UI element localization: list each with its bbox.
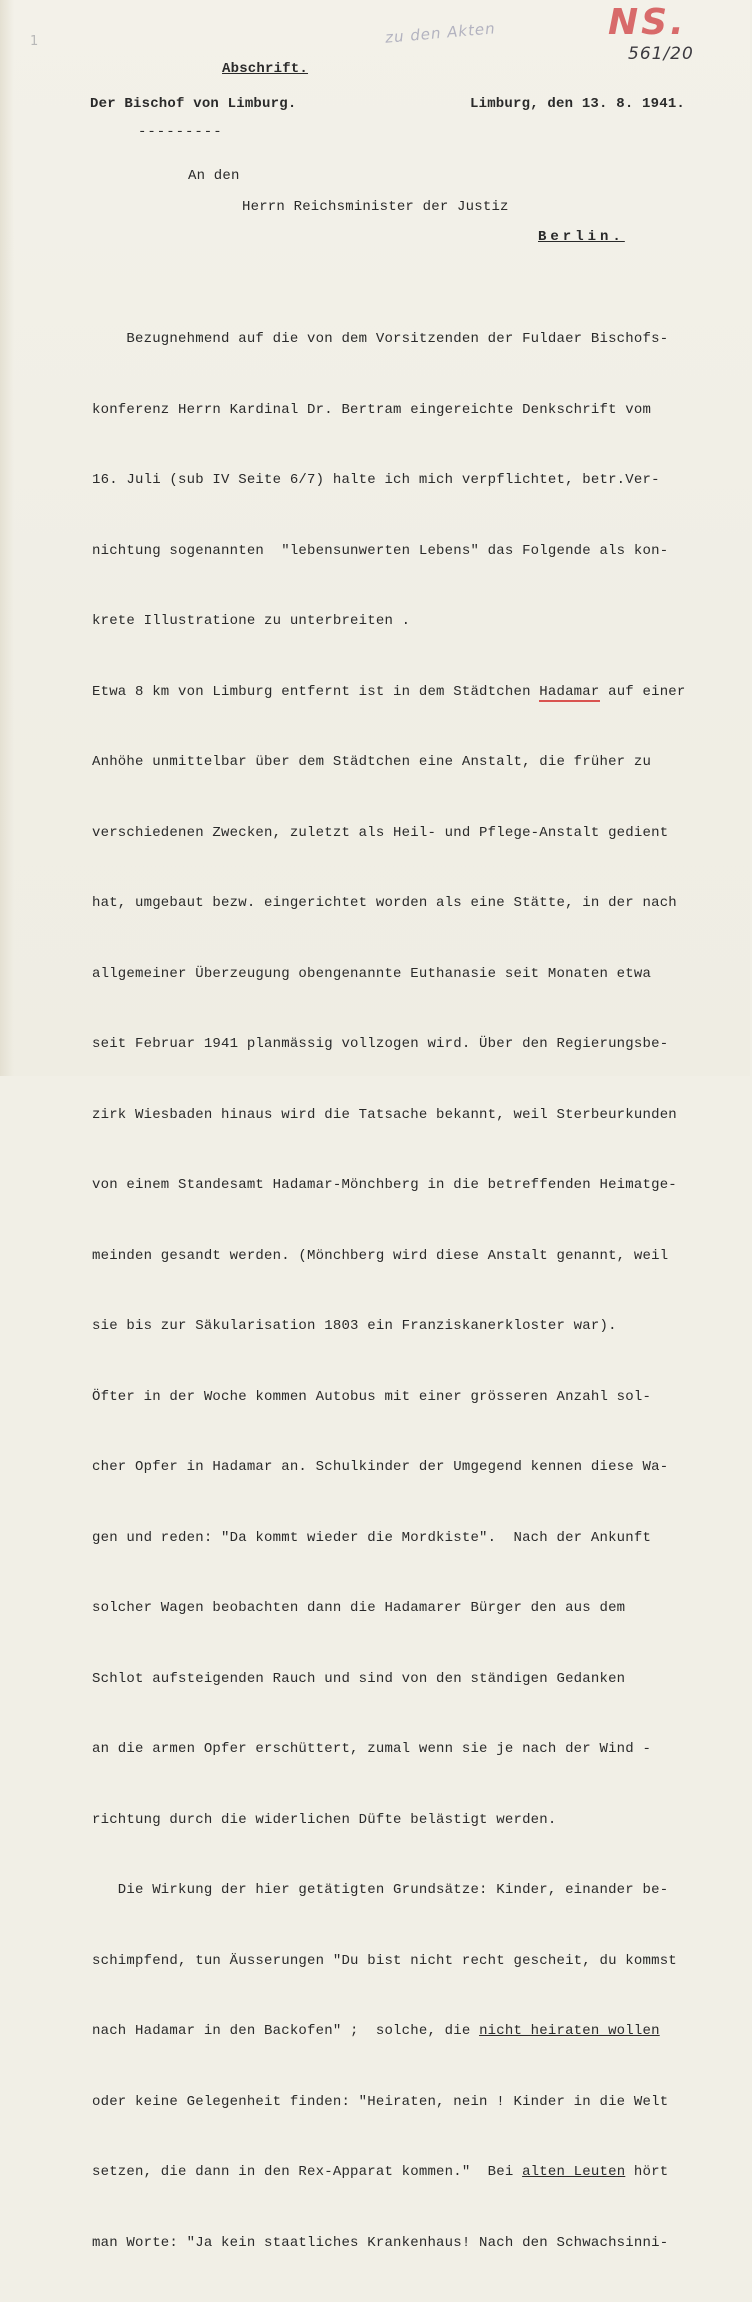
- body-line: richtung durch die widerlichen Düfte belästigt werden.: [92, 1811, 557, 1828]
- body-line: [92, 681, 752, 705]
- body-text: auf einer: [599, 683, 686, 700]
- separator-dashes: ---------: [138, 124, 223, 140]
- body-line: Öfter in der Woche kommen Autobus mit einer grösseren Anzahl sol-: [92, 1388, 652, 1405]
- body-line: gen und reden: "Da kommt wieder die Mordkiste". Nach der Ankunft: [92, 1529, 652, 1546]
- body-line: Anhöhe unmittelbar über dem Städtchen eine Anstalt, die früher zu: [92, 754, 652, 770]
- body-line: 16. Juli (sub IV Seite 6/7) halte ich mich verpflichtet, betr.Ver-: [92, 472, 660, 488]
- paper-edge: [0, 0, 14, 1076]
- red-ns-mark: NS.: [608, 2, 687, 43]
- city-line: Berlin.: [538, 229, 625, 245]
- body-line: hat, umgebaut bezw. eingerichtet worden als eine Stätte, in der nach: [92, 895, 677, 911]
- pencil-note: zu den Akten: [384, 19, 497, 47]
- corner-pencil-mark: 1: [30, 34, 39, 49]
- body-line: oder keine Gelegenheit finden: "Heiraten, nein ! Kinder in die Welt: [92, 2093, 669, 2110]
- body-line: sie bis zur Säkularisation 1803 ein Franziskanerkloster war).: [92, 1318, 617, 1334]
- body-line: Bezugnehmend auf die von dem Vorsitzenden der Fuldaer Bischofs-: [92, 331, 669, 347]
- body-line: cher Opfer in Hadamar an. Schulkinder der Umgegend kennen diese Wa-: [92, 1459, 669, 1475]
- body-line: konferenz Herrn Kardinal Dr. Bertram eingereichte Denkschrift vom: [92, 401, 652, 418]
- body-line: schimpfend, tun Äusserungen "Du bist nicht recht gescheit, du kommst: [92, 1952, 677, 1969]
- body-line: meinden gesandt werden. (Mönchberg wird diese Anstalt genannt, weil: [92, 1247, 669, 1264]
- body-line: man Worte: "Ja kein staatliches Krankenhaus! Nach den Schwachsinni-: [92, 2234, 669, 2251]
- body-line: allgemeiner Überzeugung obengenannte Euthanasie seit Monaten etwa: [92, 965, 652, 982]
- body-line: zirk Wiesbaden hinaus wird die Tatsache bekannt, weil Sterbeurkunden: [92, 1106, 677, 1123]
- body-line: verschiedenen Zwecken, zuletzt als Heil- und Pflege-Anstalt gedient: [92, 824, 669, 841]
- body-text: nach Hadamar in den Backofen" ; solche, die: [92, 2023, 480, 2039]
- body-line: krete Illustratione zu unterbreiten .: [92, 613, 411, 629]
- body-line: [92, 2020, 752, 2044]
- red-underlined-hadamar: Hadamar: [539, 683, 600, 700]
- body-line: solcher Wagen beobachten dann die Hadamarer Bürger den aus dem: [92, 1600, 626, 1616]
- recipient-line: Herrn Reichsminister der Justiz: [242, 199, 509, 215]
- file-number: 561/20: [628, 44, 694, 64]
- body-line: seit Februar 1941 planmässig vollzogen wird. Über den Regierungsbe-: [92, 1036, 669, 1052]
- body-line: von einem Standesamt Hadamar-Mönchberg in die betreffenden Heimatge-: [92, 1177, 677, 1193]
- sender-line: Der Bischof von Limburg.: [90, 96, 297, 112]
- body-line: Die Wirkung der hier getätigten Grundsätze: Kinder, einander be-: [92, 1882, 669, 1898]
- body-text: hört: [625, 2164, 669, 2180]
- document-title: Abschrift.: [222, 61, 309, 77]
- place-date-line: Limburg, den 13. 8. 1941.: [470, 96, 686, 112]
- body-line: nichtung sogenannten "lebensunwerten Lebens" das Folgende als kon-: [92, 542, 669, 559]
- letter-body: [92, 281, 752, 2302]
- underlined-phrase: nicht heiraten wollen: [479, 2023, 660, 2039]
- salutation: An den: [188, 168, 240, 184]
- body-text: setzen, die dann in den Rex-Apparat kommen." Bei: [92, 2164, 523, 2180]
- body-line: an die armen Opfer erschüttert, zumal wenn sie je nach der Wind -: [92, 1741, 652, 1757]
- body-line: Schlot aufsteigenden Rauch und sind von den ständigen Gedanken: [92, 1670, 626, 1687]
- body-text: Etwa 8 km von Limburg entfernt ist in dem Städtchen: [92, 683, 540, 700]
- body-line: [92, 2161, 752, 2185]
- underlined-phrase: alten Leuten: [522, 2164, 626, 2180]
